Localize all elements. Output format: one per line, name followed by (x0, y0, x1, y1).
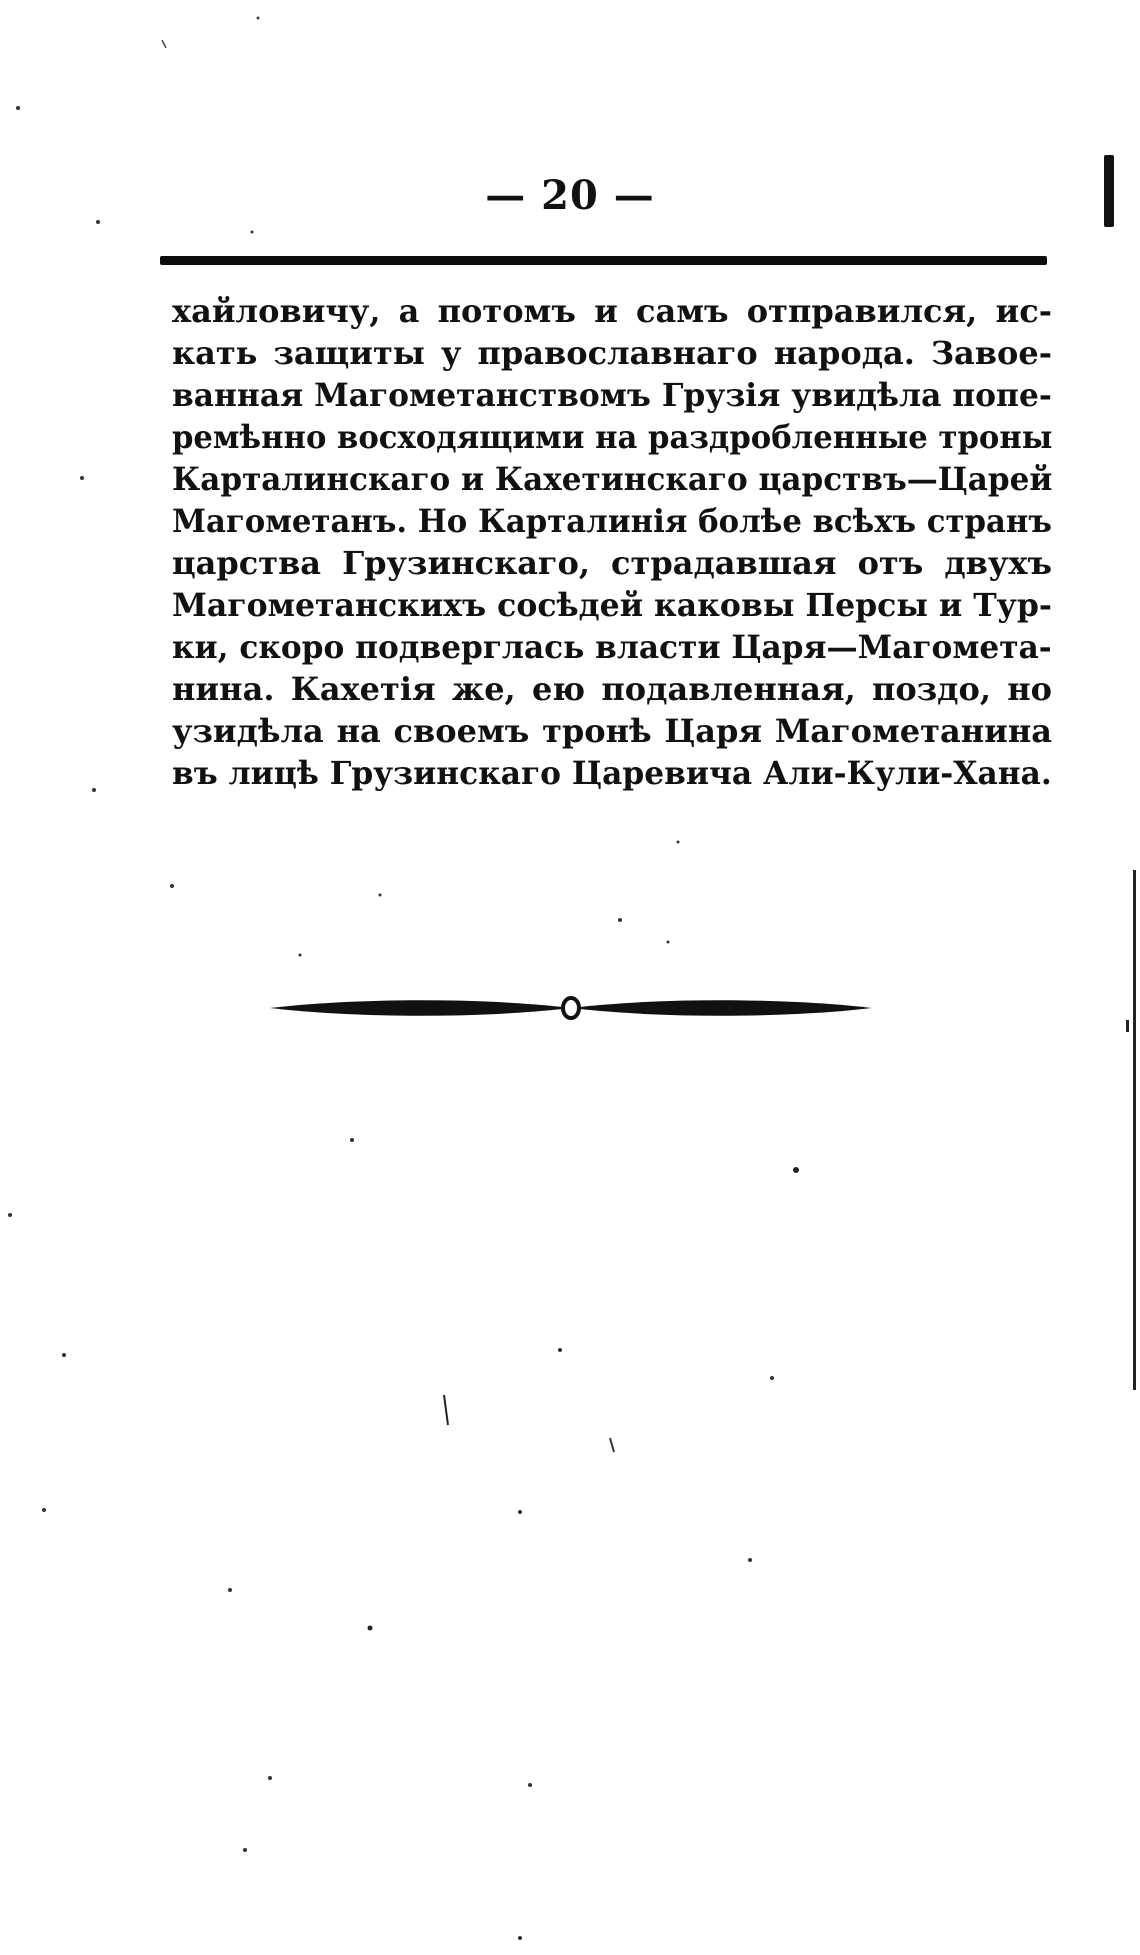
text-line: ки, скоро подверглась власти Царя—Магомета- (172, 628, 1052, 666)
text-line: хайловичу, а потомъ и самъ отправился, ис- (172, 292, 1052, 330)
text-line: Магометанскихъ сосѣдей каковы Персы и Тур- (172, 586, 1052, 624)
text-line: ремѣнно восходящими на раздробленные троны (172, 418, 1053, 456)
text-line: царства Грузинскаго, страдавшая отъ двухъ (172, 544, 1052, 582)
text-line: Карталинскаго и Кахетинскаго царствъ—Царей (172, 460, 1053, 498)
text-line: кать защиты у православнаго народа. Завое- (172, 334, 1052, 372)
page-number: — 20 — (485, 172, 655, 219)
text-line: въ лицѣ Грузинскаго Царевича Али-Кули-Хана. (172, 754, 1052, 792)
text-line: Магометанъ. Но Карталинія болѣе всѣхъ странъ (172, 502, 1052, 540)
text-line: ванная Магометанствомъ Грузія увидѣла попе- (172, 376, 1052, 414)
text-line: узидѣла на своемъ тронѣ Царя Магометанина (172, 712, 1052, 750)
text-line: нина. Кахетія же, ею подавленная, поздо, но (172, 670, 1052, 708)
